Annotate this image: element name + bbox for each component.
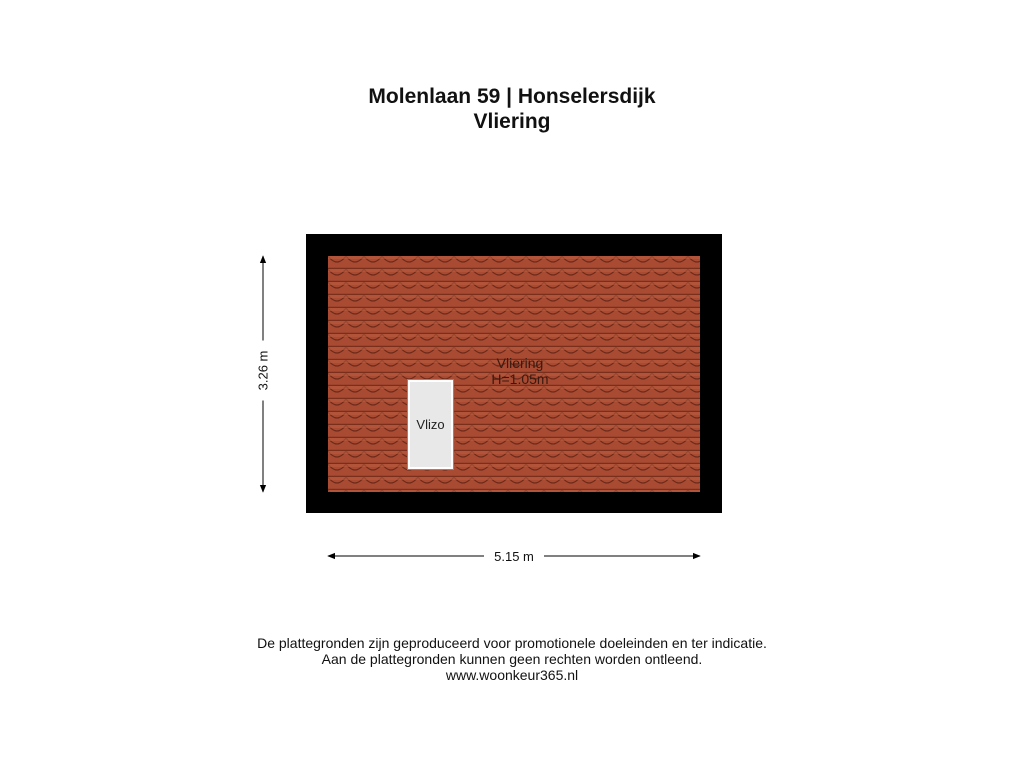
width-dimension-label: 5.15 m (484, 549, 544, 564)
depth-dimension-label: 3.26 m (256, 341, 271, 401)
page-subtitle: Vliering (473, 110, 551, 133)
disclaimer-line-2: Aan de plattegronden kunnen geen rechten worden ontleend. (321, 651, 703, 667)
disclaimer-line-1: De plattegronden zijn geproduceerd voor promotionele doeleinden en ter indicatie. (257, 635, 767, 651)
room-name: Vliering (496, 355, 544, 371)
room-height: H=1.05m (491, 371, 549, 387)
attic-hatch-label: Vlizo (416, 417, 445, 432)
room-label (470, 355, 570, 387)
disclaimer-website: www.woonkeur365.nl (445, 667, 579, 683)
attic-hatch (408, 380, 453, 469)
page-title: Molenlaan 59 | Honselersdijk (368, 85, 656, 108)
